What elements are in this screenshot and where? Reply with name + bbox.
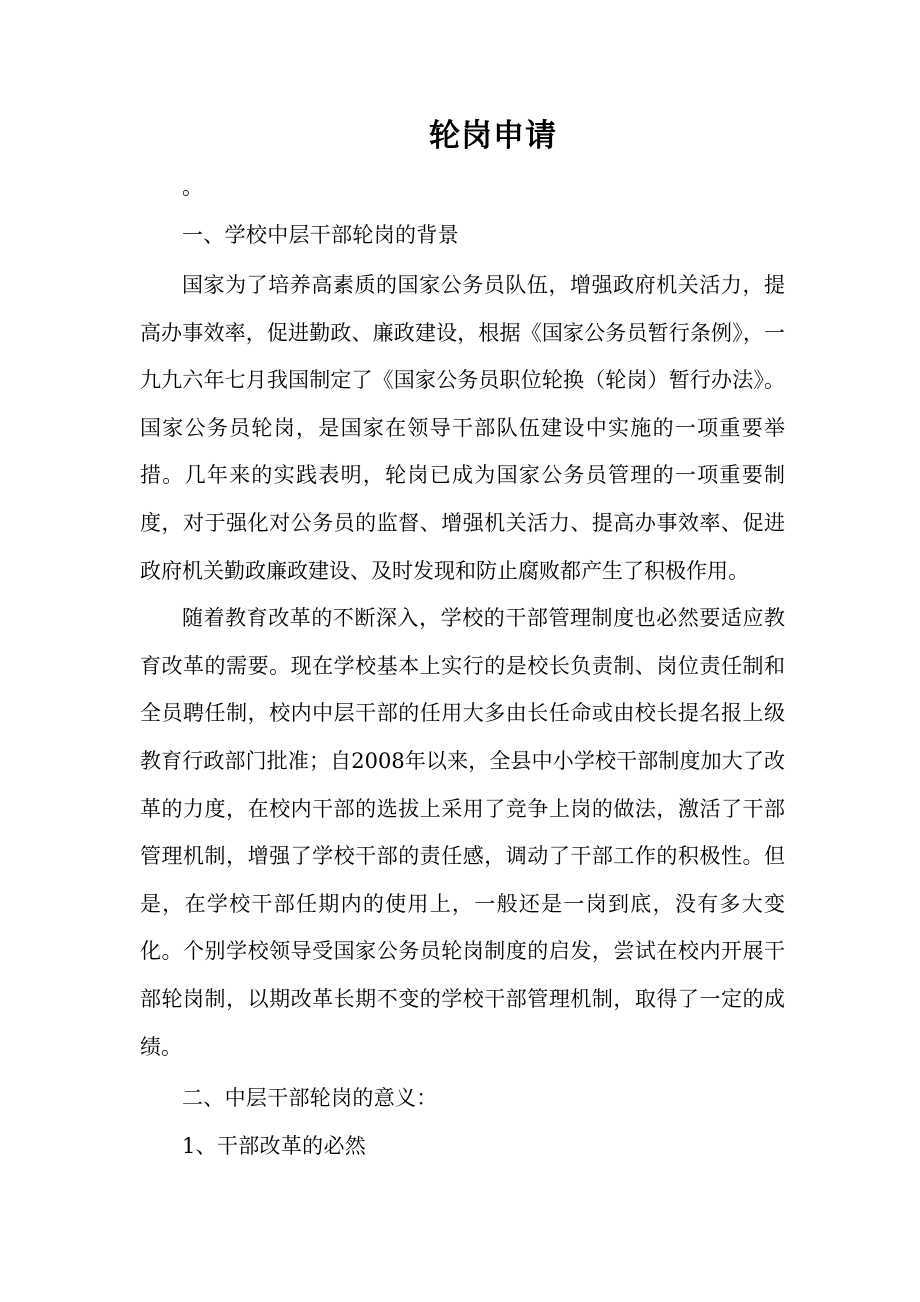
document-title: 轮岗申请 [429,118,557,154]
section-heading-background: 一、学校中层干部轮岗的背景 [182,223,459,247]
subsection-heading-reform-necessity: 1、干部改革的必然 [182,1134,367,1159]
document-body [140,166,785,1167]
stray-punctuation: 。 [182,175,204,199]
paragraph-education-reform: 随着教育改革的不断深入，学校的干部管理制度也必然要适应教育改革的需要。现在学校基本上实行的是校长负责制、岗位责任制和全员聘任制，校内中层干部的任用大多由长任命或由校长提名报上级教育行政部门批准；自2008年以来，全县中小学校干部制度加大了改革的力度，在校内干部的选拔上采用了竞争上岗的做法，激活了干部管理机制，增强了学校干部的责任感，调动了干部工作的积极性。但是，在学校干部任期内的使用上，一般还是一岗到底，没有多大变化。个别学校领导受国家公务员轮岗制度的启发，尝试在校内开展干部轮岗制，以期改革长期不变的学校干部管理机制，取得了一定的成绩。 [140,606,785,1059]
paragraph-civil-servant-rotation: 国家为了培养高素质的国家公务员队伍，增强政府机关活力，提高办事效率，促进勤政、廉政建设，根据《国家公务员暂行条例》，一九九六年七月我国制定了《国家公务员职位轮换（轮岗）暂行办法》。国家公务员轮岗，是国家在领导干部队伍建设中实施的一项重要举措。几年来的实践表明，轮岗已成为国家公务员管理的一项重要制度，对于强化对公务员的监督、增强机关活力、提高办事效率、促进政府机关勤政廉政建设、及时发现和防止腐败都产生了积极作用。 [140,273,785,583]
section-heading-significance: 二、中层干部轮岗的意义： [182,1086,438,1111]
